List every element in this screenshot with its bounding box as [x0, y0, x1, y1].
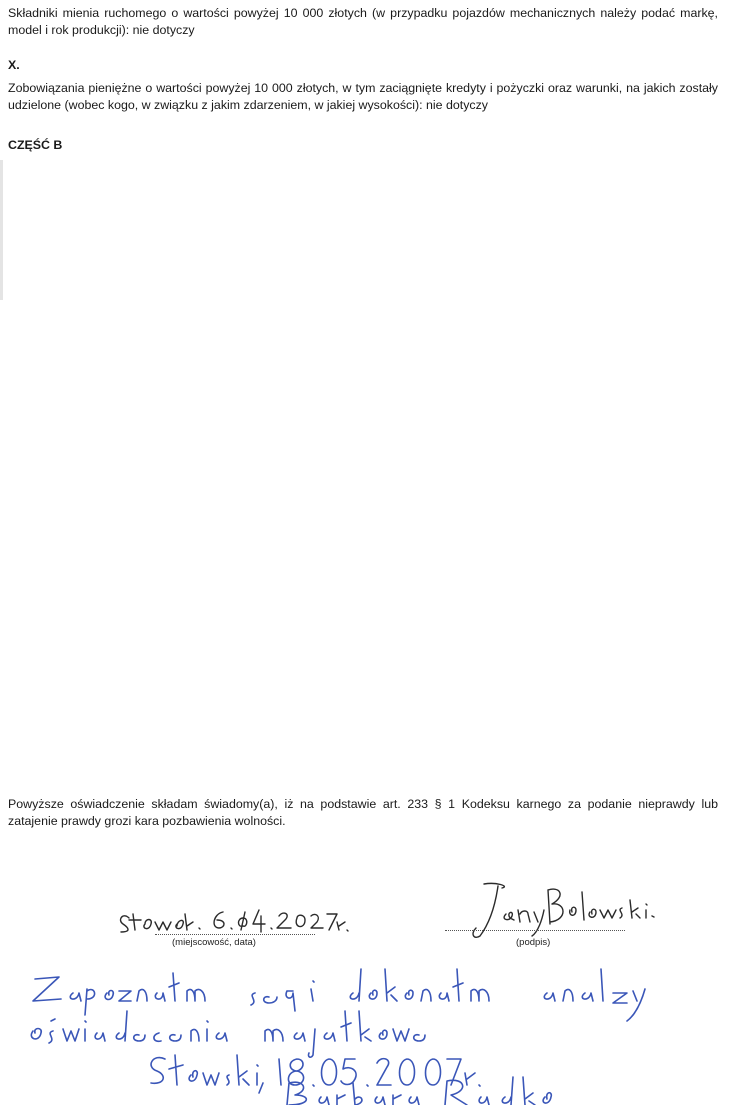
handwritten-review-note	[15, 955, 675, 1105]
scan-edge	[0, 160, 3, 300]
section-ix-text: Składniki mienia ruchomego o wartości powyżej 10 000 złotych (w przypadku pojazdów mechanicznych należy podać markę, model i rok produkcji): nie dotyczy	[8, 6, 718, 37]
handwritten-place-date	[115, 898, 355, 938]
signature-dotted-line	[445, 930, 625, 931]
section-x-heading: X.	[8, 58, 20, 72]
place-date-caption: (miejscowość, data)	[172, 937, 256, 948]
part-b-heading: CZĘŚĆ B	[8, 138, 63, 152]
signature-caption: (podpis)	[516, 937, 551, 948]
handwritten-signature	[440, 880, 680, 940]
place-date-dotted-line	[155, 934, 315, 935]
declaration-text: Powyższe oświadczenie składam świadomy(a), iż na podstawie art. 233 § 1 Kodeksu karnego za podanie nieprawdy lub zatajenie prawdy grozi kara pozbawienia wolności.	[8, 797, 718, 828]
section-x-text: Zobowiązania pieniężne o wartości powyżej 10 000 złotych, w tym zaciągnięte kredyty i pożyczki oraz warunki, na jakich zostały udzielone (wobec kogo, w związku z jakim zdarzeniem, w jakiej wysokości): nie dotyczy	[8, 81, 718, 112]
